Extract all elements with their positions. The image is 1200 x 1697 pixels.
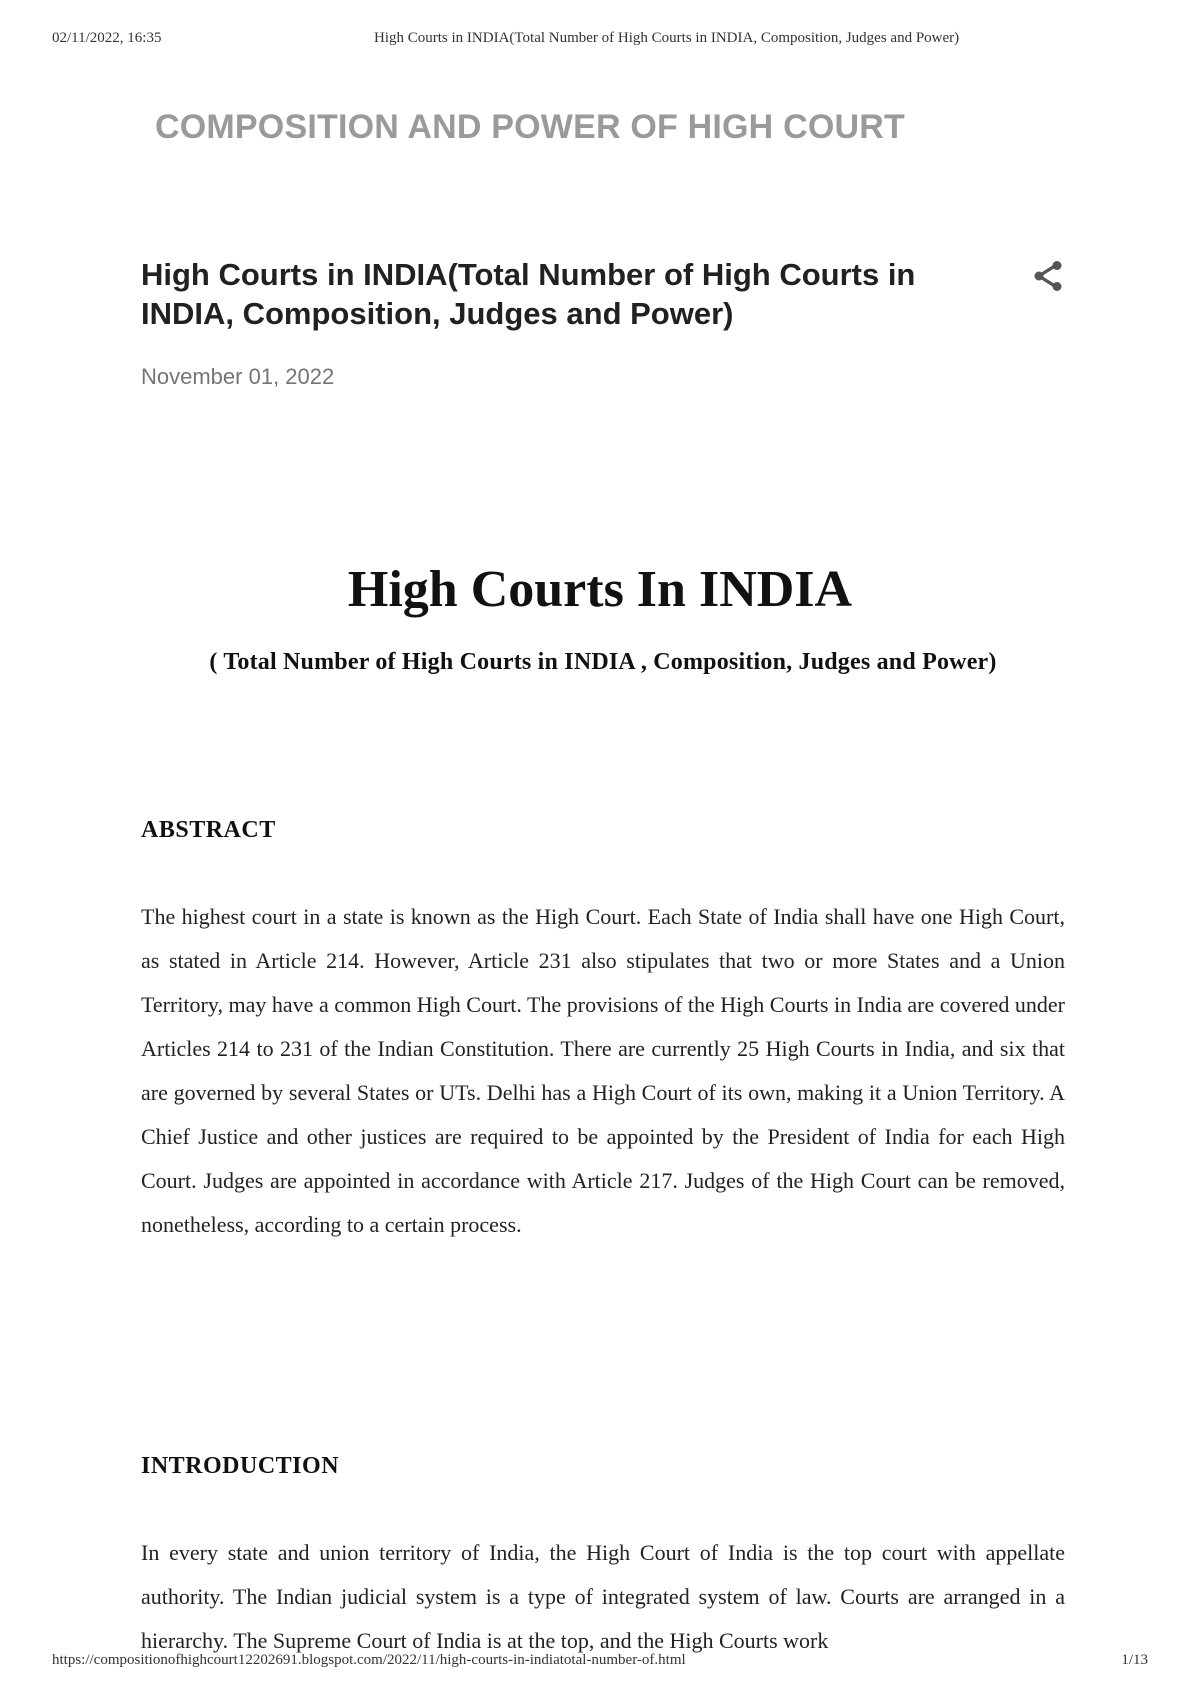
print-datetime: 02/11/2022, 16:35 bbox=[52, 30, 162, 46]
print-footer bbox=[52, 1652, 1148, 1672]
print-page-number: 1/13 bbox=[1121, 1652, 1148, 1668]
post-title: High Courts in INDIA(Total Number of High Courts in INDIA, Composition, Judges and Power) bbox=[141, 257, 916, 331]
introduction-body: In every state and union territory of India, the High Court of India is the top court with appellate authority. The Indian judicial system is a type of integrated system of law. Courts are arranged in a hierarchy. The Supreme Court of India is at the top, and the High Courts work bbox=[141, 1540, 1065, 1653]
post-date: November 01, 2022 bbox=[141, 364, 335, 389]
abstract-heading: ABSTRACT bbox=[141, 817, 276, 843]
abstract-body: The highest court in a state is known as the High Court. Each State of India shall have one High Court, as stated in Article 214. However, Article 231 also stipulates that two or more States and a Union Territory, may have a common High Court. The provisions of the High Courts in India are covered under Articles 214 to 231 of the Indian Constitution. There are currently 25 High Courts in India, and six that are governed by several States or UTs. Delhi has a High Court of its own, making it a Union Territory. A Chief Justice and other justices are required to be appointed by the President of India for each High Court. Judges are appointed in accordance with Article 217. Judges of the High Court can be removed, nonetheless, according to a certain process. bbox=[141, 904, 1065, 1237]
blog-title-link[interactable]: COMPOSITION AND POWER OF HIGH COURT bbox=[155, 108, 905, 146]
print-url: https://compositionofhighcourt12202691.blogspot.com/2022/11/high-courts-in-indiatotal-number-of.html bbox=[52, 1652, 686, 1668]
share-icon[interactable] bbox=[1030, 258, 1066, 294]
print-page-title: High Courts in INDIA(Total Number of High Courts in INDIA, Composition, Judges and Power) bbox=[374, 30, 960, 46]
introduction-heading: INTRODUCTION bbox=[141, 1453, 340, 1479]
document-heading: High Courts In INDIA bbox=[347, 561, 853, 618]
print-header bbox=[52, 30, 1148, 50]
document-subheading: ( Total Number of High Courts in INDIA , Composition, Judges and Power) bbox=[209, 649, 997, 675]
